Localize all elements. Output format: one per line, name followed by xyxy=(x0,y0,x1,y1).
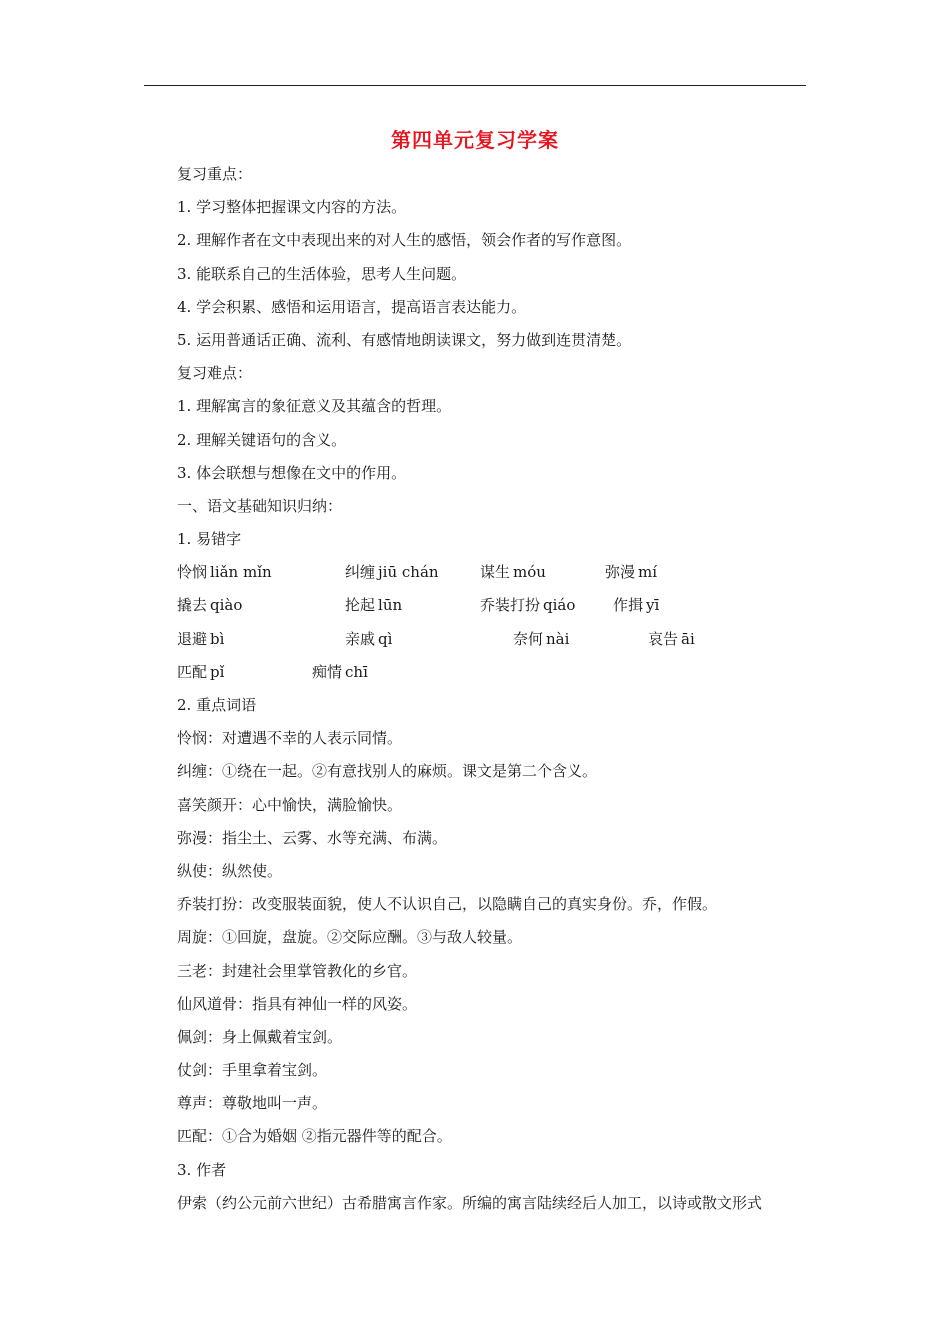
author-text: 伊索（约公元前六世纪）古希腊寓言作家。所编的寓言陆续经后人加工，以诗或散文形式 xyxy=(177,1193,763,1212)
section-heading: 一、语文基础知识归纳： xyxy=(177,496,343,515)
page-title: 第四单元复习学案 xyxy=(391,128,559,152)
typo-row xyxy=(177,593,809,626)
typo-row xyxy=(177,627,809,660)
key-word-definition: 仙风道骨：指具有神仙一样的风姿。 xyxy=(177,994,418,1013)
key-word-definition: 尊声：尊敬地叫一声。 xyxy=(177,1094,328,1113)
typo-entry: 怜悯 liǎn mǐn xyxy=(177,563,272,582)
typo-entry: 谋生 móu xyxy=(480,563,546,582)
review-focus-heading: 复习重点： xyxy=(177,165,253,183)
typo-entry: 哀告 āi xyxy=(648,629,695,648)
typo-entry: 退避 bì xyxy=(177,629,225,648)
typo-entry: 痴情 chī xyxy=(312,662,368,681)
key-word-definition: 乔装打扮：改变服装面貌，使人不认识自己，以隐瞒自己的真实身份。乔，作假。 xyxy=(177,895,718,914)
key-words-heading: 2. 重点词语 xyxy=(177,696,257,714)
key-word-definition: 三老：封建社会里掌管教化的乡官。 xyxy=(177,961,418,980)
typo-entry: 纠缠 jiū chán xyxy=(345,563,439,582)
key-word-definition: 喜笑颜开：心中愉快，满脸愉快。 xyxy=(177,795,403,814)
difficulty-item: 3. 体会联想与想像在文中的作用。 xyxy=(177,463,407,482)
typo-entry: 抡起 lūn xyxy=(345,596,403,615)
focus-item: 4. 学会积累、感悟和运用语言，提高语言表达能力。 xyxy=(177,297,527,316)
author-heading: 3. 作者 xyxy=(177,1160,227,1179)
typo-entry: 乔装打扮 qiáo xyxy=(480,596,576,615)
header-rule xyxy=(144,85,806,86)
key-word-definition: 匹配：①合为婚姻 ②指元器件等的配合。 xyxy=(177,1127,452,1146)
typo-entry: 作揖 yī xyxy=(613,596,660,615)
review-difficulty-heading: 复习难点： xyxy=(177,364,253,383)
key-word-definition: 纠缠：①绕在一起。②有意找别人的麻烦。课文是第二个含义。 xyxy=(177,762,598,781)
key-word-definition: 周旋：①回旋，盘旋。②交际应酬。③与敌人较量。 xyxy=(177,928,523,947)
focus-item: 2. 理解作者在文中表现出来的对人生的感悟，领会作者的写作意图。 xyxy=(177,231,632,250)
key-word-definition: 佩剑：身上佩戴着宝剑。 xyxy=(177,1027,343,1046)
key-word-definition: 纵使：纵然使。 xyxy=(177,861,283,880)
typo-entry: 撬去 qiào xyxy=(177,596,243,615)
difficulty-item: 1. 理解寓言的象征意义及其蕴含的哲理。 xyxy=(177,397,452,416)
typo-row xyxy=(177,660,809,693)
typo-row xyxy=(177,560,809,593)
typo-entry: 匹配 pǐ xyxy=(177,662,225,681)
typo-entry: 奈何 nài xyxy=(513,629,570,648)
focus-item: 5. 运用普通话正确、流利、有感情地朗读课文，努力做到连贯清楚。 xyxy=(177,330,632,349)
typo-entry: 亲戚 qì xyxy=(345,629,393,648)
difficulty-item: 2. 理解关键语句的含义。 xyxy=(177,430,347,449)
document-body xyxy=(177,162,809,1224)
key-word-definition: 弥漫：指尘土、云雾、水等充满、布满。 xyxy=(177,828,448,847)
key-word-definition: 怜悯：对遭遇不幸的人表示同情。 xyxy=(177,729,403,748)
focus-item: 1. 学习整体把握课文内容的方法。 xyxy=(177,198,407,217)
typo-entry: 弥漫 mí xyxy=(605,563,658,582)
focus-item: 3. 能联系自己的生活体验，思考人生问题。 xyxy=(177,264,467,283)
typo-heading: 1. 易错字 xyxy=(177,530,242,549)
key-word-definition: 仗剑：手里拿着宝剑。 xyxy=(177,1061,328,1080)
